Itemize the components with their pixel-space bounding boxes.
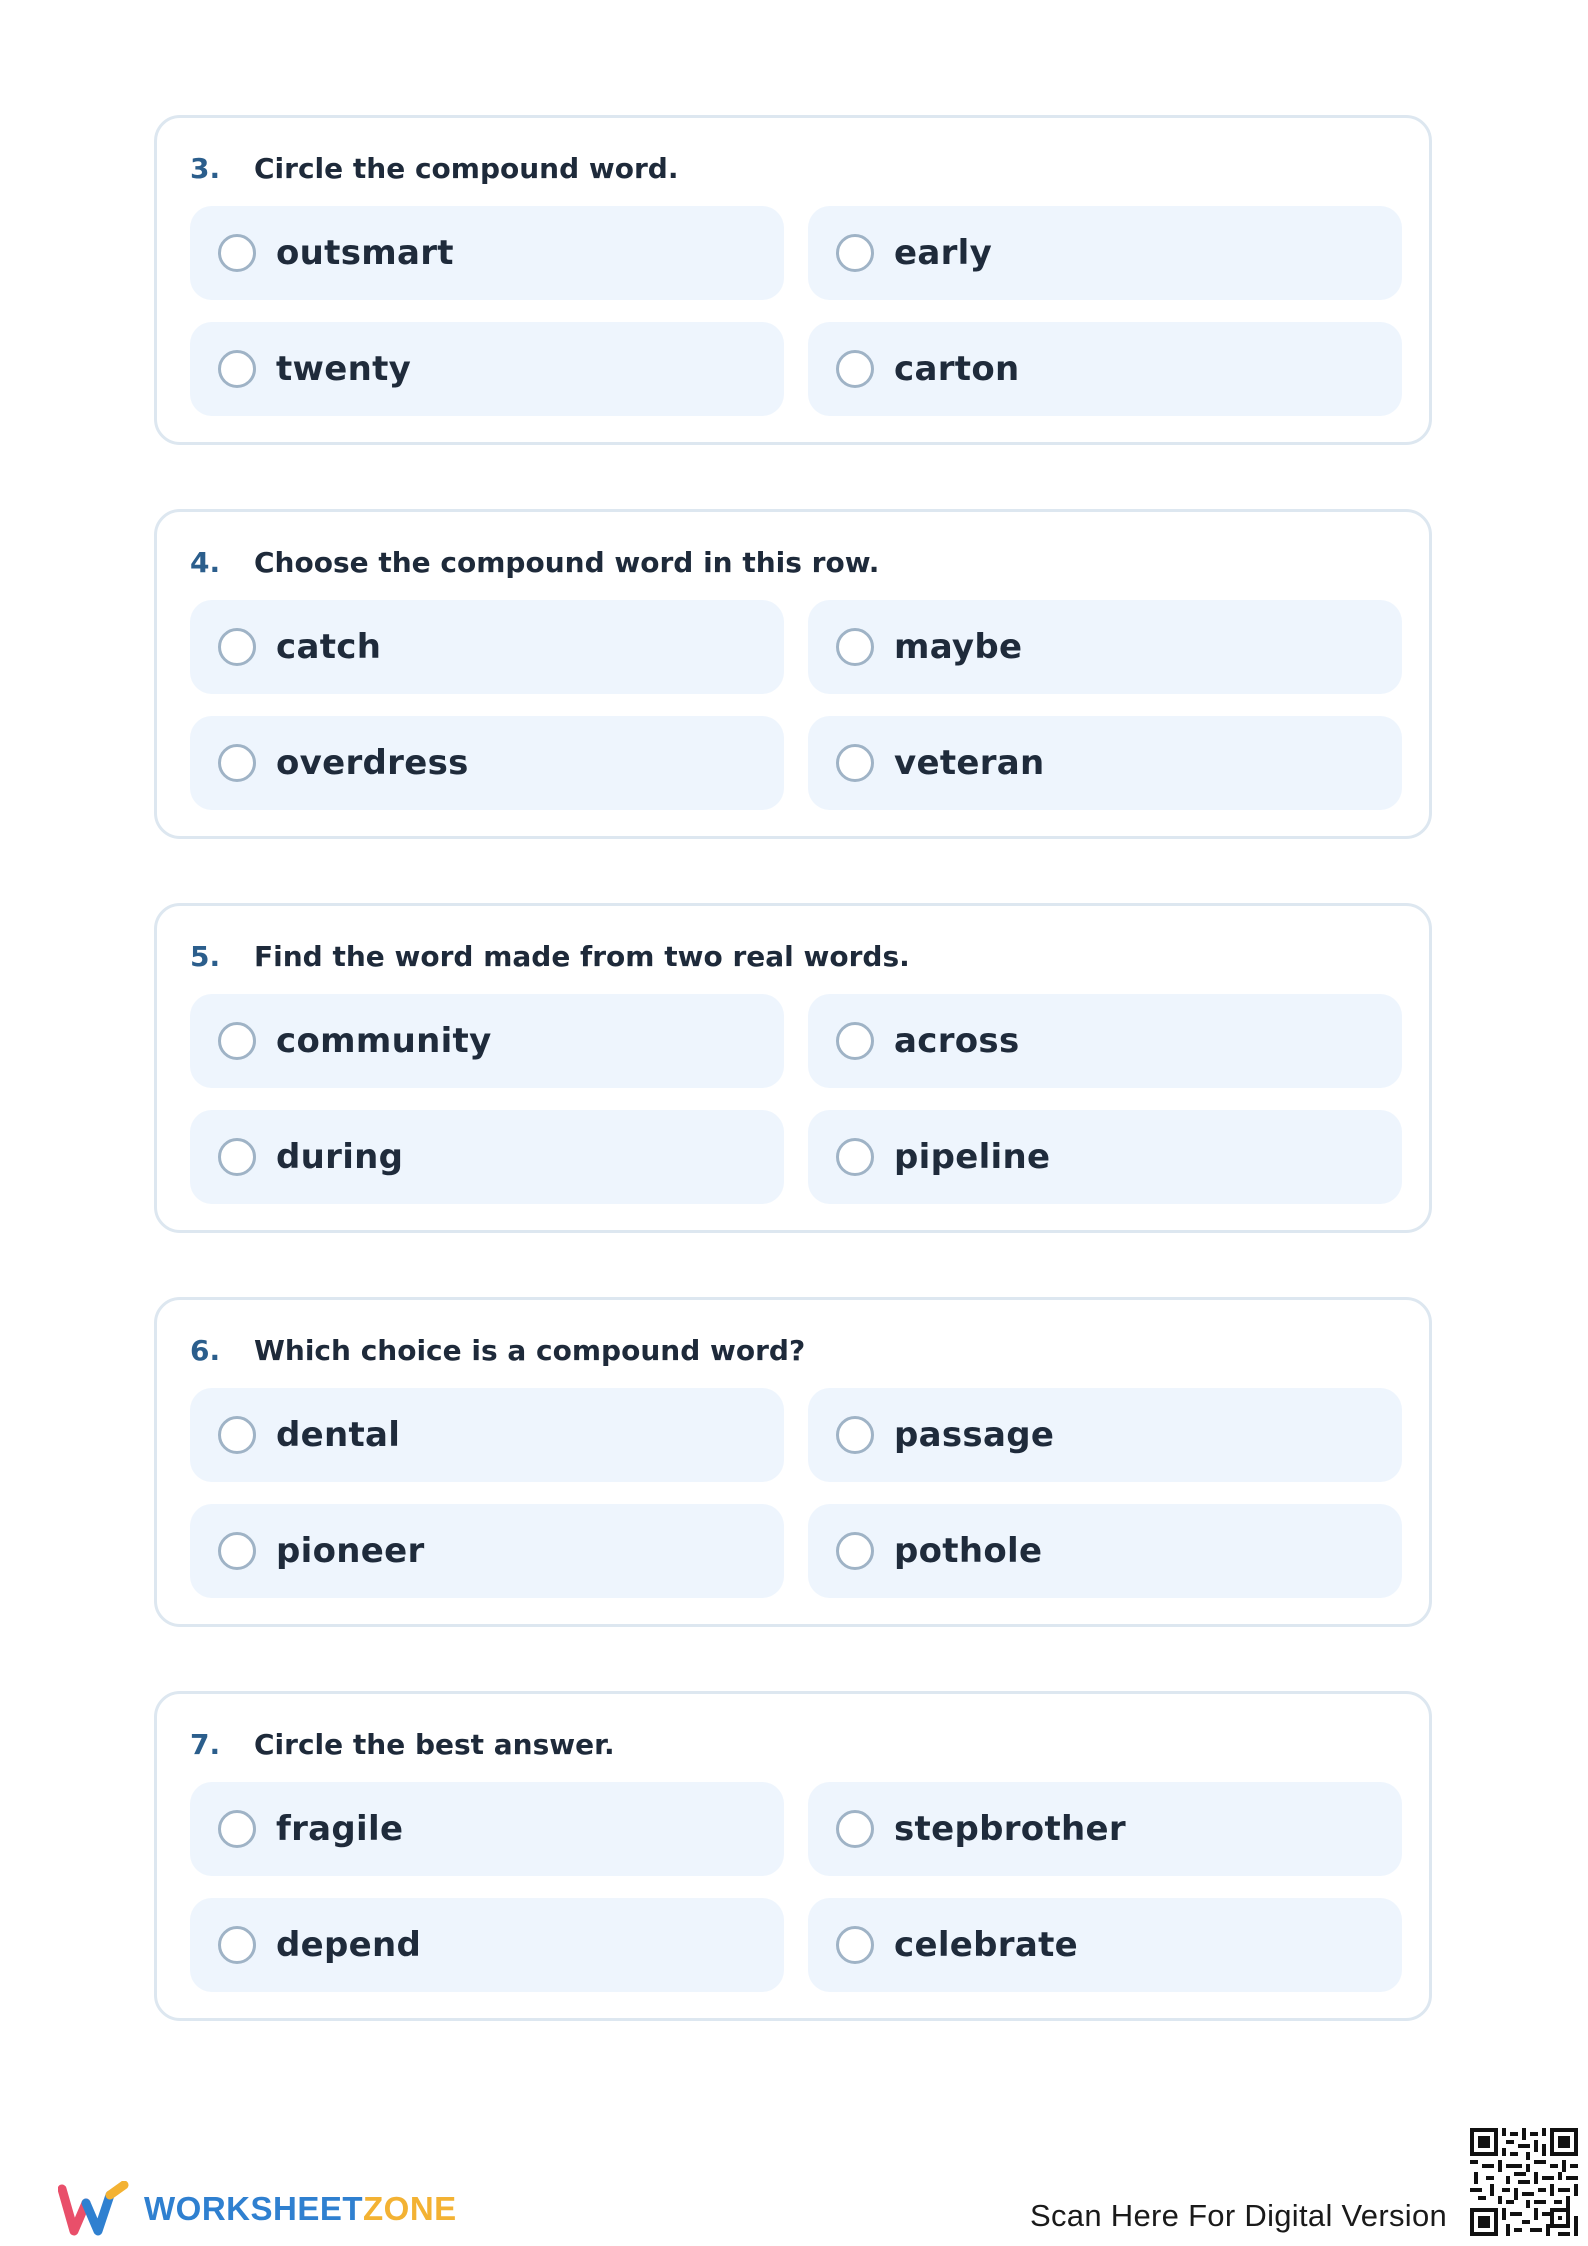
- question-prompt: Circle the compound word.: [254, 151, 679, 185]
- question-number: 7.: [190, 1727, 221, 1761]
- answer-option-label: stepbrother: [894, 1809, 1126, 1849]
- answer-option[interactable]: [808, 1898, 1402, 1992]
- radio-circle-icon[interactable]: [836, 1810, 874, 1848]
- answer-option[interactable]: [190, 206, 784, 300]
- answer-option[interactable]: [808, 1782, 1402, 1876]
- question-card-4: [154, 509, 1432, 839]
- question-header: [190, 148, 678, 188]
- answer-option-label: community: [276, 1021, 492, 1061]
- answer-option[interactable]: [190, 600, 784, 694]
- logo-text-secondary: ZONE: [363, 2190, 457, 2227]
- question-card-7: [154, 1691, 1432, 2021]
- radio-circle-icon[interactable]: [218, 350, 256, 388]
- question-header: [190, 1724, 615, 1764]
- answer-option-label: carton: [894, 349, 1020, 389]
- question-card-5: [154, 903, 1432, 1233]
- answer-option[interactable]: [190, 716, 784, 810]
- answer-option-label: outsmart: [276, 233, 454, 273]
- answer-option-label: early: [894, 233, 993, 273]
- answer-option-label: pioneer: [276, 1531, 425, 1571]
- question-number: 4.: [190, 545, 221, 579]
- question-prompt: Find the word made from two real words.: [254, 939, 910, 973]
- radio-circle-icon[interactable]: [218, 1022, 256, 1060]
- radio-circle-icon[interactable]: [836, 1532, 874, 1570]
- qr-code-icon[interactable]: [1470, 2128, 1578, 2236]
- radio-circle-icon[interactable]: [218, 1138, 256, 1176]
- answer-option-label: maybe: [894, 627, 1023, 667]
- answer-option-label: during: [276, 1137, 404, 1177]
- answer-option[interactable]: [190, 1388, 784, 1482]
- worksheetzone-logo-icon: [58, 2181, 130, 2237]
- answer-option[interactable]: [190, 1898, 784, 1992]
- radio-circle-icon[interactable]: [836, 1416, 874, 1454]
- answer-option[interactable]: [190, 322, 784, 416]
- answer-option-label: celebrate: [894, 1925, 1078, 1965]
- radio-circle-icon[interactable]: [836, 628, 874, 666]
- logo-text-primary: WORKSHEET: [144, 2190, 363, 2227]
- answer-option[interactable]: [808, 716, 1402, 810]
- radio-circle-icon[interactable]: [836, 744, 874, 782]
- worksheetzone-logo[interactable]: [58, 2178, 457, 2240]
- answer-option[interactable]: [808, 206, 1402, 300]
- answer-option-label: catch: [276, 627, 382, 667]
- answer-option[interactable]: [808, 1388, 1402, 1482]
- radio-circle-icon[interactable]: [836, 234, 874, 272]
- question-header: [190, 1330, 805, 1370]
- radio-circle-icon[interactable]: [218, 628, 256, 666]
- radio-circle-icon[interactable]: [218, 1810, 256, 1848]
- answer-option-label: across: [894, 1021, 1020, 1061]
- answer-option-label: veteran: [894, 743, 1045, 783]
- radio-circle-icon[interactable]: [836, 1926, 874, 1964]
- question-prompt: Choose the compound word in this row.: [254, 545, 880, 579]
- answer-option-label: depend: [276, 1925, 422, 1965]
- answer-option-label: passage: [894, 1415, 1055, 1455]
- question-prompt: Circle the best answer.: [254, 1727, 615, 1761]
- answer-option[interactable]: [190, 1110, 784, 1204]
- answer-option[interactable]: [808, 994, 1402, 1088]
- question-number: 5.: [190, 939, 221, 973]
- question-number: 6.: [190, 1333, 221, 1367]
- answer-option-label: fragile: [276, 1809, 404, 1849]
- answer-option-label: overdress: [276, 743, 469, 783]
- radio-circle-icon[interactable]: [218, 1532, 256, 1570]
- question-header: [190, 542, 879, 582]
- answer-option-label: twenty: [276, 349, 412, 389]
- answer-option-label: pothole: [894, 1531, 1043, 1571]
- radio-circle-icon[interactable]: [836, 1138, 874, 1176]
- question-prompt: Which choice is a compound word?: [254, 1333, 806, 1367]
- radio-circle-icon[interactable]: [836, 350, 874, 388]
- radio-circle-icon[interactable]: [218, 1926, 256, 1964]
- radio-circle-icon[interactable]: [836, 1022, 874, 1060]
- question-header: [190, 936, 910, 976]
- answer-option[interactable]: [190, 1504, 784, 1598]
- radio-circle-icon[interactable]: [218, 1416, 256, 1454]
- radio-circle-icon[interactable]: [218, 234, 256, 272]
- answer-option[interactable]: [808, 322, 1402, 416]
- question-card-3: [154, 115, 1432, 445]
- logo-wordmark: [144, 2190, 457, 2228]
- answer-option[interactable]: [190, 994, 784, 1088]
- scan-instruction-text: Scan Here For Digital Version: [1030, 2198, 1448, 2233]
- answer-option-label: pipeline: [894, 1137, 1051, 1177]
- question-card-6: [154, 1297, 1432, 1627]
- answer-option-label: dental: [276, 1415, 401, 1455]
- answer-option[interactable]: [808, 1504, 1402, 1598]
- question-number: 3.: [190, 151, 221, 185]
- radio-circle-icon[interactable]: [218, 744, 256, 782]
- answer-option[interactable]: [190, 1782, 784, 1876]
- answer-option[interactable]: [808, 600, 1402, 694]
- answer-option[interactable]: [808, 1110, 1402, 1204]
